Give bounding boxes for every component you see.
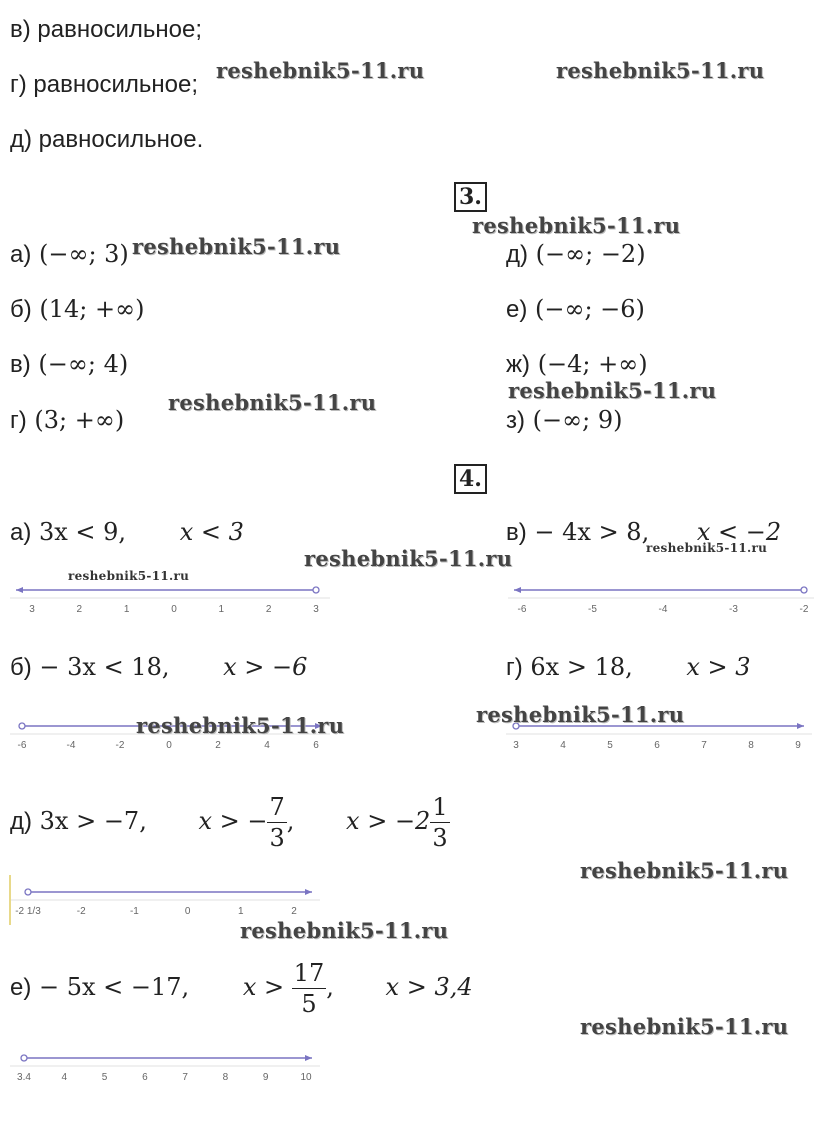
tick-label: -4 (66, 740, 76, 751)
s4-item-v: в) − 4x > 8, x < −2 (506, 518, 782, 546)
tick-label: 1 (218, 604, 225, 615)
item-d: д) равносильное. (10, 126, 204, 153)
open-point (19, 723, 25, 729)
watermark: reshebnik5-11.ru (136, 713, 345, 738)
tick-label: -6 (17, 740, 27, 751)
tick-label: -4 (658, 604, 668, 615)
tick-label: 4 (560, 740, 566, 751)
arrow-head (305, 889, 312, 895)
tick-label: 3 (313, 604, 319, 615)
item-g: г) равносильное; (10, 71, 198, 98)
tick-label: -5 (588, 604, 597, 615)
watermark: reshebnik5-11.ru (476, 702, 685, 727)
tick-label: 1 (238, 906, 244, 917)
s4-item-e: е) − 5x < −17, x > $\frac{17}{5}$ , x > 3,4 (10, 959, 473, 1018)
tick-label: 1 (123, 604, 130, 615)
watermark: reshebnik5-11.ru (68, 569, 190, 583)
tick-label: 7 (182, 1072, 188, 1083)
tick-label: 2 (291, 906, 297, 917)
open-point (313, 587, 319, 593)
tick-label: 5 (101, 1072, 108, 1083)
s3-item-e: е) (−∞; −6) (506, 295, 645, 323)
tick-label: 0 (171, 604, 177, 615)
watermark: reshebnik5-11.ru (580, 1014, 789, 1039)
item-v: в) равносильное; (10, 16, 202, 43)
arrow-head (16, 587, 23, 593)
tick-label: 5 (607, 740, 613, 751)
fraction-17-5: $\frac{17}{5}$ (293, 959, 325, 1018)
tick-label: 6 (654, 740, 660, 751)
open-point (801, 587, 807, 593)
watermark: reshebnik5-11.ru (508, 378, 717, 403)
watermark: reshebnik5-11.ru (580, 858, 789, 883)
tick-label: 7 (701, 740, 707, 751)
tick-label: -2 (799, 604, 809, 615)
s4-item-d: д) 3x > −7, x > − $\frac{7}{3}$ , x > −2 $\frac{1}{3}$ (10, 793, 448, 852)
open-point (25, 889, 31, 895)
arrow-head (514, 587, 521, 593)
watermark: reshebnik5-11.ru (216, 58, 425, 83)
tick-label: 0 (166, 740, 172, 751)
s3-item-zh: ж) (−4; +∞) (506, 350, 648, 378)
tick-label: 8 (222, 1072, 229, 1083)
fraction-1-3: $\frac{1}{3}$ (432, 793, 448, 852)
tick-label: -2 (115, 740, 125, 751)
tick-label: 8 (748, 740, 754, 751)
watermark: reshebnik5-11.ru (168, 390, 377, 415)
s3-item-z: з) (−∞; 9) (506, 406, 623, 434)
number-line-e (10, 1046, 320, 1086)
watermark: reshebnik5-11.ru (556, 58, 765, 83)
open-point (21, 1055, 27, 1061)
watermark: reshebnik5-11.ru (132, 234, 341, 259)
tick-label: 4 (264, 740, 270, 751)
tick-label: 2 (76, 604, 83, 615)
tick-label: 0 (184, 906, 191, 917)
tick-label: -2 1/3 (15, 906, 41, 917)
s3-item-g: г) (3; +∞) (10, 406, 125, 434)
s4-item-g: г) 6x > 18, x > 3 (506, 653, 751, 681)
tick-label: 3 (29, 604, 35, 615)
tick-label: 9 (262, 1072, 269, 1083)
s3-item-v: в) (−∞; 4) (10, 350, 129, 378)
s3-item-d: д) (−∞; −2) (506, 240, 646, 268)
number-line-v (508, 578, 814, 618)
watermark: reshebnik5-11.ru (472, 213, 681, 238)
watermark: reshebnik5-11.ru (646, 541, 768, 555)
tick-label: 2 (265, 604, 272, 615)
tick-label: 6 (313, 740, 319, 751)
s4-item-a: а) 3x < 9, x < 3 (10, 518, 244, 546)
tick-label: 9 (795, 740, 801, 751)
s4-item-b: б) − 3x < 18, x > −6 (10, 653, 308, 681)
tick-label: -3 (729, 604, 738, 615)
tick-label: 6 (142, 1072, 148, 1083)
watermark: reshebnik5-11.ru (304, 546, 513, 571)
section4-number: 4. (454, 464, 487, 494)
tick-label: 3.4 (17, 1072, 31, 1083)
section3-number: 3. (454, 182, 487, 212)
tick-label: 10 (300, 1072, 312, 1083)
tick-label: 2 (215, 740, 221, 751)
tick-label: -6 (517, 604, 527, 615)
arrow-head (305, 1055, 312, 1061)
s3-item-b: б) (14; +∞) (10, 295, 145, 323)
s3-item-a: а) (−∞; 3) (10, 240, 129, 268)
arrow-head (797, 723, 804, 729)
tick-label: -1 (129, 906, 139, 917)
fraction-7-3: $\frac{7}{3}$ (269, 793, 285, 852)
number-line-a (10, 578, 330, 618)
tick-label: 4 (61, 1072, 68, 1083)
tick-label: -2 (76, 906, 86, 917)
watermark: reshebnik5-11.ru (240, 918, 449, 943)
tick-label: 3 (513, 740, 519, 751)
